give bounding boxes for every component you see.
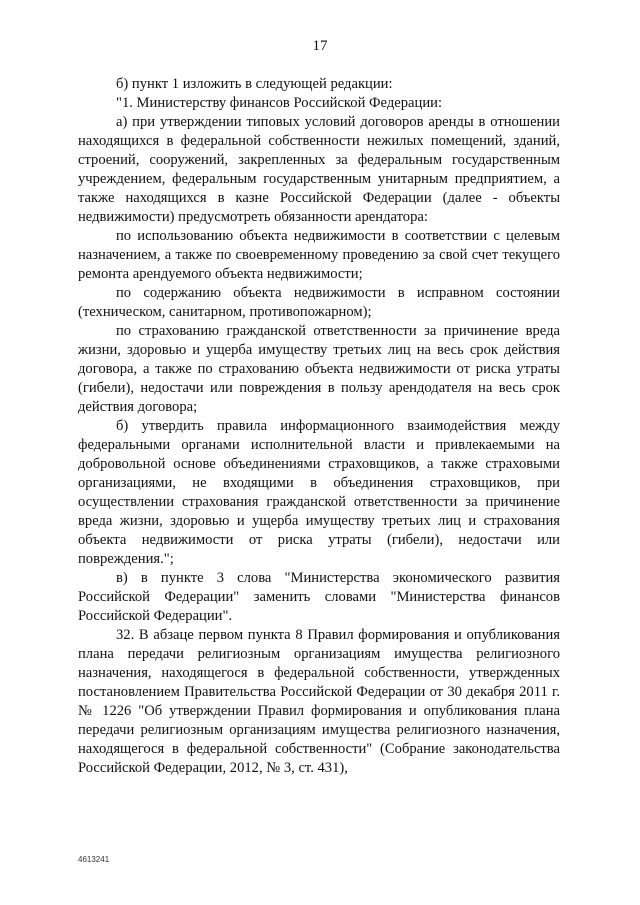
paragraph-subitem-a: а) при утверждении типовых условий договоров аренды в отношении находящихся в федеральной собственности нежилых помещений, зданий, строений, сооружений, закрепленных за федеральным государственным учреждением, федеральным государственным унитарным предприятием, а также находящихся в казне Российской Федерации (далее - объекты недвижимости) предусмотреть обязанности арендатора: [78, 114, 560, 225]
paragraph-obligation-use: по использованию объекта недвижимости в соответствии с целевым назначением, а также по своевременному проведению за свой счет текущего ремонта арендуемого объекта недвижимости; [78, 228, 560, 282]
paragraph-subitem-b: б) утвердить правила информационного взаимодействия между федеральными органами исполнительной власти и привлекаемыми на добровольной основе объединениями страховщиков, а также страховыми организациями, не входящими в объединения страховщиков, при осуществлении страхования гражданской ответственности за причинение вреда жизни, здоровью и ущерба имуществу третьих лиц и страхования объекта недвижимости от риска утраты (гибели), недостачи или повреждения."; [78, 418, 560, 567]
paragraph-subitem-v: в) в пункте 3 слова "Министерства экономического развития Российской Федерации" заменить словами "Министерства финансов Российской Федерации". [78, 570, 560, 624]
document-body [78, 75, 560, 778]
paragraph-item-b-intro: б) пункт 1 изложить в следующей редакции: [116, 76, 393, 92]
paragraph-ministry-heading: "1. Министерству финансов Российской Федерации: [116, 95, 443, 111]
page-number: 17 [312, 38, 328, 54]
paragraph-obligation-insurance: по страхованию гражданской ответственности за причинение вреда жизни, здоровью и ущерба имуществу третьих лиц на весь срок действия договора, а также по страхованию объекта недвижимости от риска утраты (гибели), недостачи или повреждения в пользу арендодателя на весь срок действия договора; [78, 323, 560, 415]
paragraph-obligation-maintenance: по содержанию объекта недвижимости в исправном состоянии (техническом, санитарном, противопожарном); [78, 285, 560, 320]
document-code: 4613241 [78, 855, 110, 864]
paragraph-item-32: 32. В абзаце первом пункта 8 Правил формирования и опубликования плана передачи религиозным организациям имущества религиозного назначения, находящегося в федеральной собственности, утвержденных постановлением Правительства Российской Федерации от 30 декабря 2011 г. № 1226 "Об утверждении Правил формирования и опубликования плана передачи религиозным организациям имущества религиозного назначения, находящегося в федеральной собственности" (Собрание законодательства Российской Федерации, 2012, № 3, ст. 431), [78, 627, 560, 776]
